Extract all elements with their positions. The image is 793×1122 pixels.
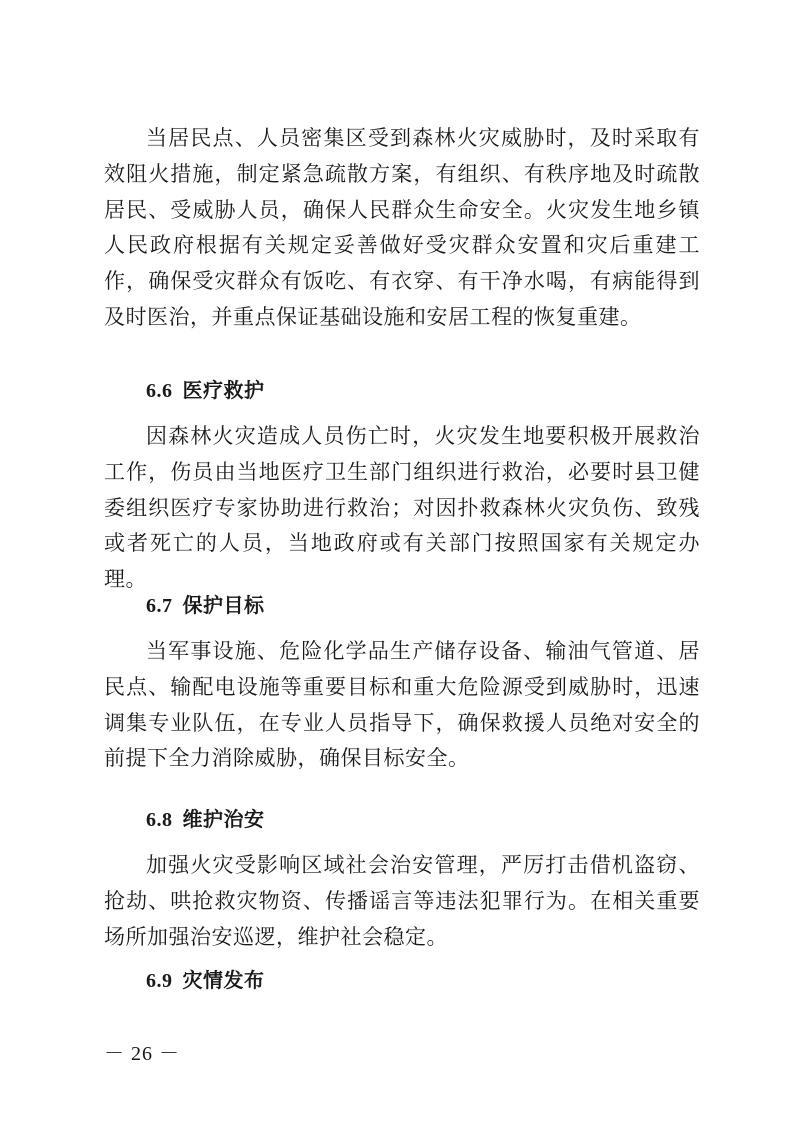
- section-number: 6.8: [146, 809, 173, 831]
- section-number: 6.9: [146, 970, 173, 992]
- section-title: 维护治安: [182, 807, 265, 831]
- page-number: － 26 －: [104, 1043, 180, 1065]
- section-heading-6-6: [146, 373, 265, 409]
- section-title: 医疗救护: [182, 378, 265, 402]
- paragraph-evacuation: 当居民点、人员密集区受到森林火灾威胁时，及时采取有效阻火措施，制定紧急疏散方案，有组织、有秩序地及时疏散居民、受威胁人员，确保人民群众生命安全。火灾发生地乡镇人民政府根据有关规定妥善做好受灾群众安置和灾后重建工作，确保受灾群众有饭吃、有衣穿、有干净水喝，有病能得到及时医治，并重点保证基础设施和安居工程的恢复重建。: [104, 126, 700, 329]
- section-number: 6.6: [146, 380, 173, 402]
- paragraph-protect-targets: 当军事设施、危险化学品生产储存设备、输油气管道、居民点、输配电设施等重要目标和重大危险源受到威胁时，迅速调集专业队伍，在专业人员指导下，确保救援人员绝对安全的前提下全力消除威胁，确保目标安全。: [104, 639, 700, 771]
- section-title: 保护目标: [182, 593, 265, 617]
- section-number: 6.7: [146, 595, 173, 617]
- paragraph-public-order: 加强火灾受影响区域社会治安管理，严厉打击借机盗窃、抢劫、哄抢救灾物资、传播谣言等违法犯罪行为。在相关重要场所加强治安巡逻，维护社会稳定。: [104, 853, 700, 949]
- section-heading-6-8: [146, 802, 265, 838]
- paragraph-medical-rescue: 因森林火灾造成人员伤亡时，火灾发生地要积极开展救治工作，伤员由当地医疗卫生部门组织进行救治，必要时县卫健委组织医疗专家协助进行救治；对因扑救森林火灾负伤、致残或者死亡的人员，当地政府或有关部门按照国家有关规定办理。: [104, 424, 700, 592]
- section-heading-6-7: [146, 588, 265, 624]
- section-title: 灾情发布: [182, 968, 265, 992]
- section-heading-6-9: [146, 963, 265, 999]
